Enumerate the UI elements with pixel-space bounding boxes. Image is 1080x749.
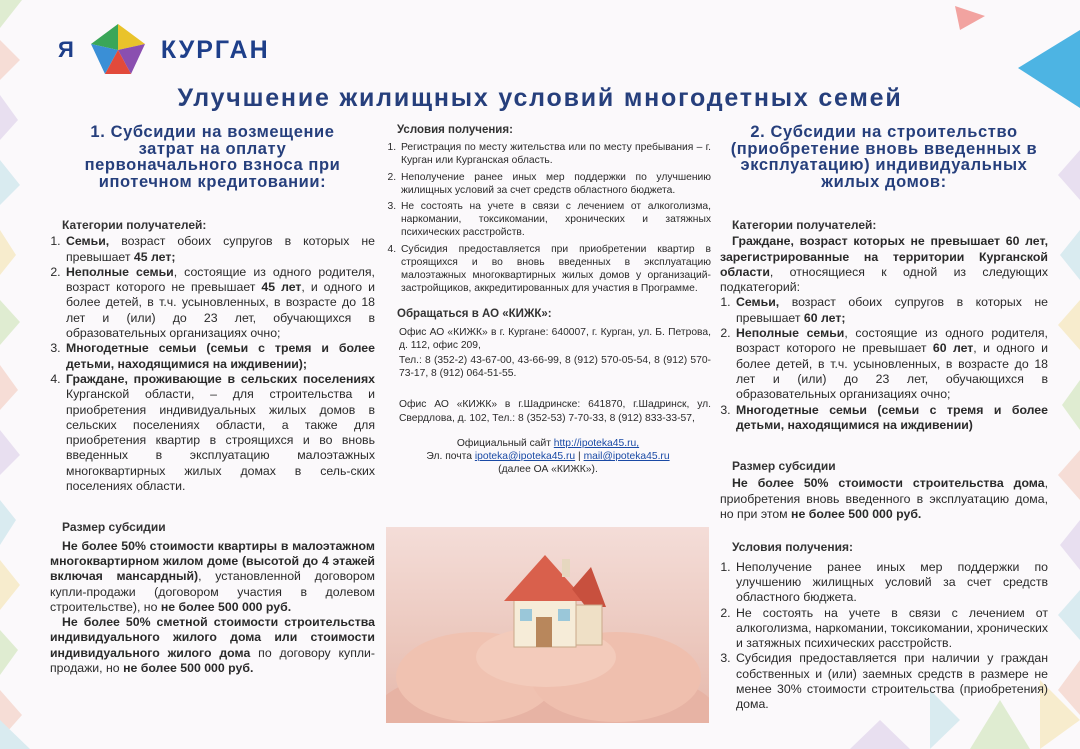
categories-heading: Категории получателей: <box>732 218 877 232</box>
section-1-title-line: затрат на оплату <box>138 139 287 158</box>
contact-heading: Обращаться в АО «КИЖК»: <box>397 308 552 321</box>
list-item: 3. Многодетные семьи (семьи с тремя и более детьми, находящимися на иждивении) <box>734 403 1048 434</box>
condition-item: 1. Неполучение ранее иных мер поддержки по улучшению жилищных условий за счет средств областного бюджета. <box>734 560 1048 606</box>
section-2-title-line: (приобретение вновь введенных в <box>730 139 1038 158</box>
condition-item: 1. Регистрация по месту жительства или по месту пребывания – г. Курган или Курганская область. <box>399 141 711 167</box>
section-1-title-line: 1. Субсидии на возмещение <box>90 123 335 141</box>
logo <box>58 22 270 78</box>
size-text: Не более 50% стоимости строительства дома, приобретения вновь введенного в эксплуатацию дома, но при этом не более 500 000 руб. <box>720 476 1048 522</box>
conditions-heading: Условия получения: <box>732 540 853 555</box>
logo-mark-icon <box>83 22 153 78</box>
list-item: 1. Семьи, возраст обоих супругов в которых не превышает 45 лет; <box>64 234 375 265</box>
section-mortgage-subsidy <box>50 124 375 676</box>
list-item: 1. Семьи, возраст обоих супругов в которых не превышает 60 лет; <box>734 295 1048 326</box>
size-heading: Размер субсидии <box>732 459 836 474</box>
list-item: 2. Неполные семьи, состоящие из одного родителя, возраст которого не превышает 60 лет, и одного и более детей, в т.ч. усыновленных, в возрасте до 18 лет и (или) до 23 лет, обучающихся в образовательных организациях очно; <box>734 326 1048 402</box>
condition-item: 2. Неполучение ранее иных мер поддержки по улучшению жилищных условий за счет средств областного бюджета. <box>399 171 711 197</box>
size-text-1: Не более 50% стоимости квартиры в малоэтажном многоквартирном жилом доме (высотой до 4 этажей включая мансардный), установленной договором купли-продажи (договором участия в долевом строительстве), но не более 500 000 руб. <box>50 538 376 614</box>
section-1-title-line: первоначального взноса при <box>84 156 341 174</box>
logo-city-text: КУРГАН <box>160 35 270 64</box>
condition-item: 3. Субсидия предоставляется при наличии у граждан собственных и (или) заемных средств в размере не менее 30% стоимости строительства (приобретения) дома. <box>734 651 1048 712</box>
hands-house-photo <box>386 527 709 723</box>
size-text-2: Не более 50% сметной стоимости строительства индивидуального жилого дома или стоимости индивидуального жилого дома по договору купли-продажи, но не более 500 000 руб. <box>50 615 375 676</box>
website-line: Официальный сайт http://ipoteka45.ru, <box>456 437 640 449</box>
logo-ya-text: Я <box>58 37 75 62</box>
categories-list <box>50 234 375 494</box>
office-kurgan: Офис АО «КИЖК» в г. Кургане: 640007, г. Курган, ул. Б. Петрова, д. 112, офис 209, <box>399 326 711 351</box>
categories-intro: Граждане, возраст которых не превышает 60 лет, зарегистрированные на территории Курганской области, относящиеся к одной из следующих подкатегорий: <box>720 234 1048 295</box>
list-item: 2. Неполные семьи, состоящие из одного родителя, возраст которого не превышает 45 лет, и одного и более детей, в т.ч. усыновленных, в возрасте до 18 лет и (или) до 23 лет, обучающихся в образовательных организациях очно; <box>64 265 375 341</box>
list-item: 3. Многодетные семьи (семьи с тремя и более детьми, находящимися на иждивении); <box>64 341 375 372</box>
condition-item: 2. Не состоять на учете в связи с лечением от алкоголизма, наркомании, токсикомании, хронических и затяжных психических расстройств. <box>734 606 1048 652</box>
list-item: 4. Граждане, проживающие в сельских поселениях Курганской области, – для строительства и приобретения индивидуальных жилых домов в сельских поселениях области, а также для приобретения квартир в строящихся и во вновь введенных в эксплуатацию малоэтажных многоквартирных жилых домах в сель-ских поселениях области. <box>64 372 375 494</box>
email-link-2[interactable]: mail@ipoteka45.ru <box>583 451 670 463</box>
email-line: Эл. почта ipoteka@ipoteka45.ru | mail@ipoteka45.ru <box>426 451 670 463</box>
categories-heading: Категории получателей: <box>62 218 207 232</box>
condition-item: 3. Не состоять на учете в связи с лечением от алкоголизма, наркомании, токсикомании, хронических и затяжных психических расстройств. <box>399 200 711 240</box>
conditions-heading: Условия получения: <box>397 124 513 136</box>
section-2-title-line: эксплуатацию) индивидуальных <box>740 156 1028 174</box>
office-shadrinsk: Офис АО «КИЖК» в г.Шадринске: 641870, г.Шадринск, ул. Свердлова, д. 102, Тел.: 8 (352-53) 7-70-33, 8 (912) 833-33-57, <box>399 399 711 424</box>
section-2-title-line: 2. Субсидии на строительство <box>750 123 1018 141</box>
email-link-1[interactable]: ipoteka@ipoteka45.ru <box>474 451 576 463</box>
conditions-list <box>720 560 1048 713</box>
section-2-title-line: жилых домов: <box>821 172 947 191</box>
later-note: (далее ОА «КИЖК»). <box>498 464 598 476</box>
section-1-title-line: ипотечном кредитовании: <box>98 172 327 191</box>
section-2-title <box>720 124 1048 190</box>
conditions-list <box>385 141 711 295</box>
website-link[interactable]: http://ipoteka45.ru, <box>553 437 640 449</box>
categories-list <box>720 295 1048 433</box>
section-1-title <box>50 124 375 190</box>
section-house-subsidy <box>720 124 1048 713</box>
phones-kurgan: Тел.: 8 (352-2) 43-67-00, 43-66-99, 8 (912) 570-05-54, 8 (912) 570-73-17, 8 (912) 064-51-55. <box>399 355 711 380</box>
size-heading: Размер субсидии <box>62 520 166 535</box>
page-title: Улучшение жилищных условий многодетных семей <box>177 84 903 112</box>
condition-item: 4. Субсидия предоставляется при приобретении квартир в строящихся и во вновь введенных в эксплуатацию малоэтажных многоквартирных жилых домов у организаций-застройщиков, аккредитированных для участия в Программе. <box>399 243 711 296</box>
conditions-contacts <box>385 124 711 476</box>
